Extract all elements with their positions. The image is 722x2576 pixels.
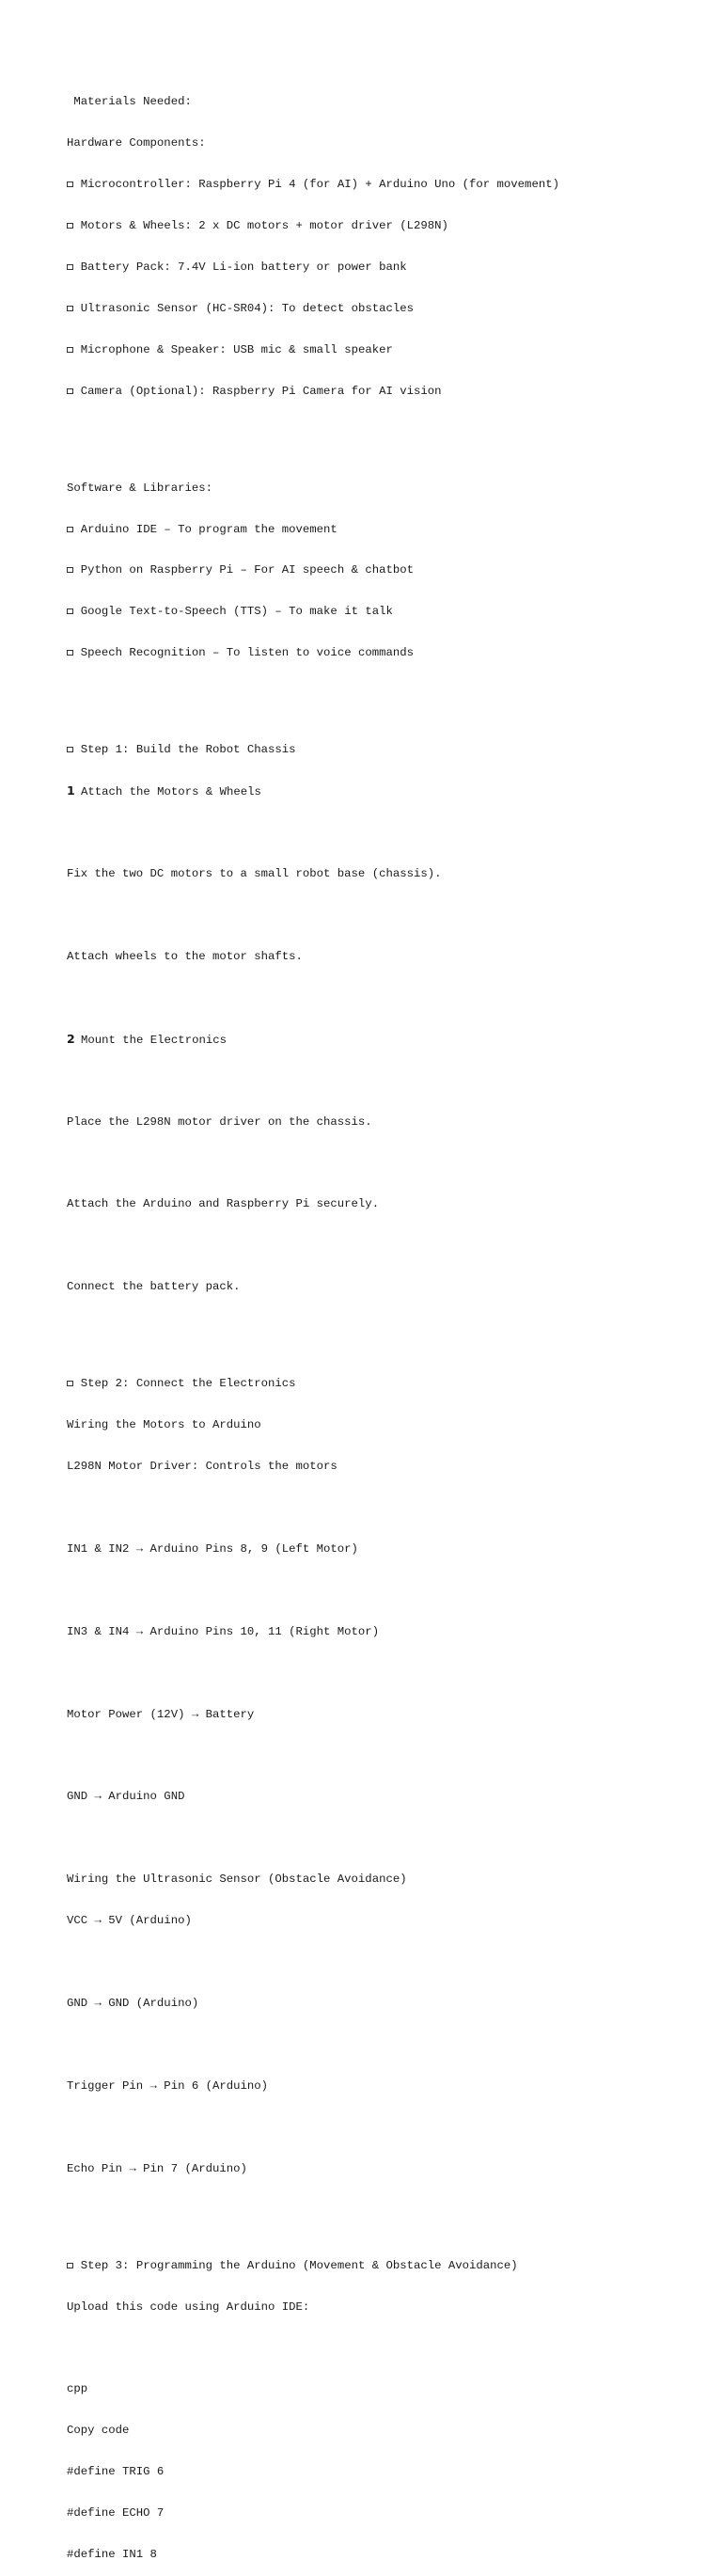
blank-line: [67, 2341, 703, 2355]
blank-line: [67, 1667, 703, 1681]
blank-line: [67, 1239, 703, 1253]
paragraph: VCC → 5V (Arduino): [67, 1914, 192, 1928]
paragraph: Place the L298N motor driver on the chassis.: [67, 1114, 372, 1129]
motors-wiring-heading: Wiring the Motors to Arduino: [67, 1417, 261, 1431]
paragraph: Attach the Arduino and Raspberry Pi securely.: [67, 1197, 380, 1211]
step3-heading: Step 3: Programming the Arduino (Movement & Obstacle Avoidance): [67, 2259, 703, 2273]
hardware-heading: Hardware Components:: [67, 136, 206, 150]
list-item: Speech Recognition – To listen to voice commands: [67, 646, 703, 660]
number-two-icon: 2: [67, 1031, 75, 1046]
number-one-icon: 1: [67, 782, 75, 798]
list-item: Ultrasonic Sensor (HC-SR04): To detect obstacles: [67, 302, 703, 316]
step2-heading: Step 2: Connect the Electronics: [67, 1377, 703, 1391]
paragraph: Fix the two DC motors to a small robot base (chassis).: [67, 866, 442, 880]
blank-line: [67, 426, 703, 440]
list-item: Python on Raspberry Pi – For AI speech & chatbot: [67, 563, 703, 577]
step1-sub1-title: 1 Attach the Motors & Wheels: [67, 782, 261, 798]
paragraph: GND → Arduino GND: [67, 1790, 185, 1804]
code-line: #define ECHO 7: [67, 2506, 165, 2521]
list-item: Arduino IDE – To program the movement: [67, 523, 703, 537]
bullet-box-icon: [67, 527, 73, 532]
bullet-box-icon: [67, 650, 73, 656]
blank-line: [67, 1501, 703, 1515]
bullet-box-icon: [67, 1381, 73, 1386]
blank-line: [67, 687, 703, 702]
blank-line: [67, 1156, 703, 1170]
list-item: Battery Pack: 7.4V Li-ion battery or power bank: [67, 261, 703, 275]
software-heading: Software & Libraries:: [67, 481, 212, 495]
code-language-label: cpp: [67, 2382, 88, 2396]
blank-line: [67, 1748, 703, 1762]
paragraph: IN3 & IN4 → Arduino Pins 10, 11 (Right Motor): [67, 1624, 380, 1638]
list-item: Motors & Wheels: 2 x DC motors + motor driver (L298N): [67, 219, 703, 233]
paragraph: Connect the battery pack.: [67, 1280, 241, 1294]
paragraph: GND → GND (Arduino): [67, 1997, 199, 2011]
blank-line: [67, 1831, 703, 1845]
document-page: [67, 68, 703, 2576]
blank-line: [67, 2204, 703, 2218]
paragraph: Upload this code using Arduino IDE:: [67, 2299, 310, 2314]
bullet-box-icon: [67, 747, 73, 752]
blank-line: [67, 991, 703, 1005]
copy-code-label: Copy code: [67, 2424, 130, 2438]
bullet-box-icon: [67, 223, 73, 229]
list-item: Microcontroller: Raspberry Pi 4 (for AI) + Arduino Uno (for movement): [67, 178, 703, 192]
bullet-box-icon: [67, 347, 73, 353]
bullet-box-icon: [67, 182, 73, 187]
step1-heading: Step 1: Build the Robot Chassis: [67, 743, 703, 757]
paragraph: Attach wheels to the motor shafts.: [67, 949, 303, 963]
bullet-box-icon: [67, 567, 73, 573]
blank-line: [67, 1584, 703, 1598]
sensor-wiring-heading: Wiring the Ultrasonic Sensor (Obstacle Avoidance): [67, 1873, 407, 1887]
bullet-box-icon: [67, 2263, 73, 2268]
list-item: Microphone & Speaker: USB mic & small speaker: [67, 343, 703, 357]
code-line: #define IN1 8: [67, 2548, 157, 2562]
paragraph: Echo Pin → Pin 7 (Arduino): [67, 2161, 247, 2175]
code-line: #define TRIG 6: [67, 2465, 165, 2479]
blank-line: [67, 2121, 703, 2135]
step1-sub2-title: 2 Mount the Electronics: [67, 1031, 227, 1047]
bullet-box-icon: [67, 264, 73, 270]
paragraph: Motor Power (12V) → Battery: [67, 1707, 255, 1721]
blank-line: [67, 1955, 703, 1969]
blank-line: [67, 1321, 703, 1335]
paragraph: IN1 & IN2 → Arduino Pins 8, 9 (Left Motor): [67, 1541, 358, 1556]
blank-line: [67, 826, 703, 840]
blank-line: [67, 909, 703, 923]
bullet-box-icon: [67, 388, 73, 394]
paragraph: L298N Motor Driver: Controls the motors: [67, 1459, 337, 1473]
bullet-box-icon: [67, 608, 73, 614]
list-item: Camera (Optional): Raspberry Pi Camera for AI vision: [67, 385, 703, 399]
blank-line: [67, 2038, 703, 2052]
list-item: Google Text-to-Speech (TTS) – To make it talk: [67, 605, 703, 619]
paragraph: Trigger Pin → Pin 6 (Arduino): [67, 2079, 269, 2094]
bullet-box-icon: [67, 306, 73, 311]
materials-heading: Materials Needed:: [67, 95, 192, 109]
blank-line: [67, 1074, 703, 1088]
